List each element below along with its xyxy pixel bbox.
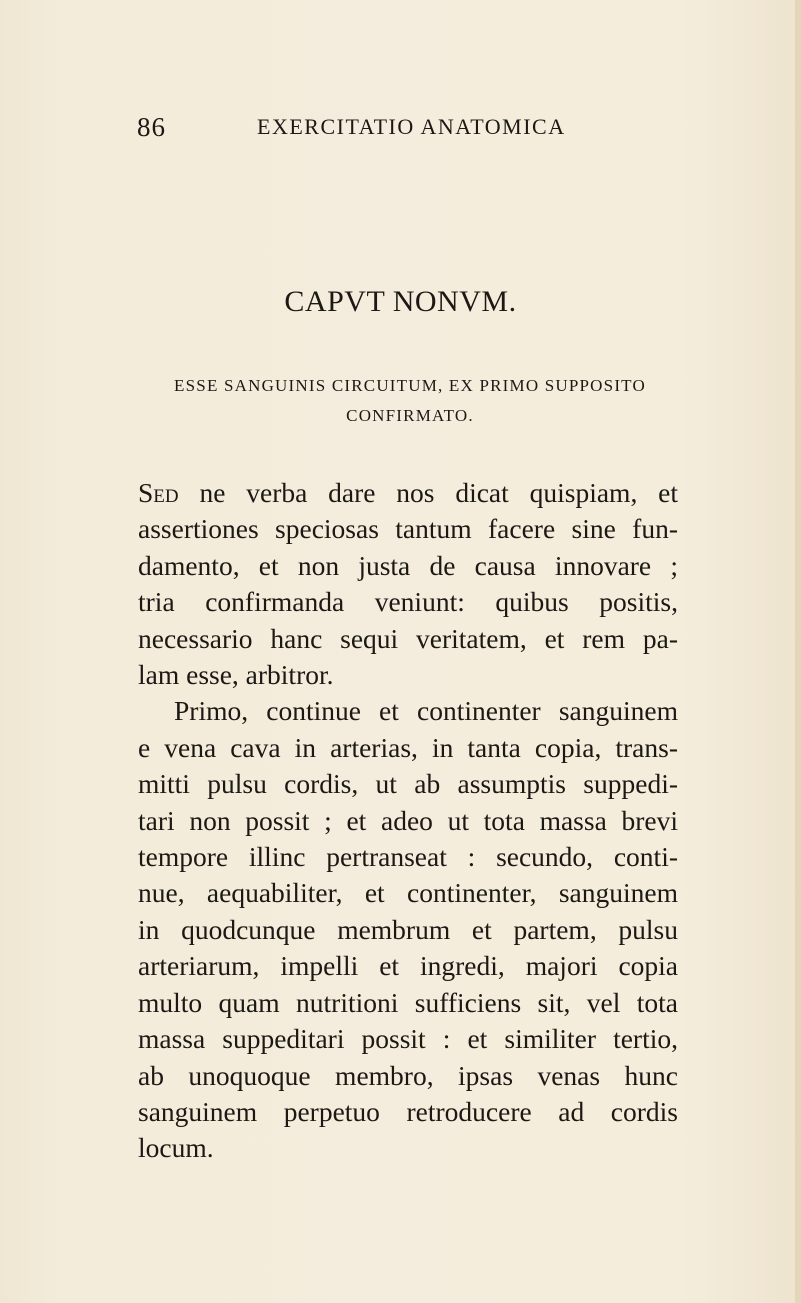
paragraph <box>138 693 678 1166</box>
chapter-subtitle-line: CONFIRMATO. <box>346 406 474 425</box>
text-line: massa suppeditari possit : et similiter tertio, <box>138 1023 678 1055</box>
text-line-rest: ne verba dare nos dicat quispiam, et <box>178 477 678 508</box>
text-line: locum. <box>138 1132 214 1164</box>
text-line <box>138 475 678 511</box>
text-line: necessario hanc sequi veritatem, et rem pa- <box>138 622 678 654</box>
text-line: mitti pulsu cordis, ut ab assumptis suppedi- <box>138 768 678 800</box>
text-line: tari non possit ; et adeo ut tota massa brevi <box>138 804 678 836</box>
running-title: EXERCITATIO ANATOMICA <box>257 114 566 139</box>
text-line: damento, et non justa de causa innovare ; <box>138 549 678 581</box>
chapter-subtitle-line: ESSE SANGUINIS CIRCUITUM, EX PRIMO SUPPOSITO <box>174 376 646 395</box>
text-line: nue, aequabiliter, et continenter, sanguinem <box>138 877 678 909</box>
page-number: 86 <box>137 112 166 142</box>
initial-word: Sed <box>138 477 179 508</box>
text-line: ab unoquoque membro, ipsas venas hunc <box>138 1059 678 1091</box>
chapter-title: CAPVT NONVM. <box>284 285 517 318</box>
text-line: tempore illinc pertranseat : secundo, conti- <box>138 841 678 873</box>
text-line: in quodcunque membrum et partem, pulsu <box>138 913 678 945</box>
text-line: lam esse, arbitror. <box>138 659 334 691</box>
paragraph <box>138 475 678 693</box>
page-edge <box>795 0 801 1303</box>
text-line: arteriarum, impelli et ingredi, majori copia <box>138 950 678 982</box>
text-line: Primo, continue et continenter sanguinem <box>174 695 678 727</box>
text-line: tria confirmanda veniunt: quibus positis, <box>138 586 678 618</box>
text-line: sanguinem perpetuo retroducere ad cordis <box>138 1095 678 1127</box>
text-line: multo quam nutritioni sufficiens sit, vel tota <box>138 986 678 1018</box>
body-text <box>138 475 678 1167</box>
text-line: assertiones speciosas tantum facere sine fun- <box>138 513 678 545</box>
text-line: e vena cava in arterias, in tanta copia, trans- <box>138 731 678 763</box>
chapter-subtitle <box>130 371 690 431</box>
running-head <box>0 112 801 146</box>
